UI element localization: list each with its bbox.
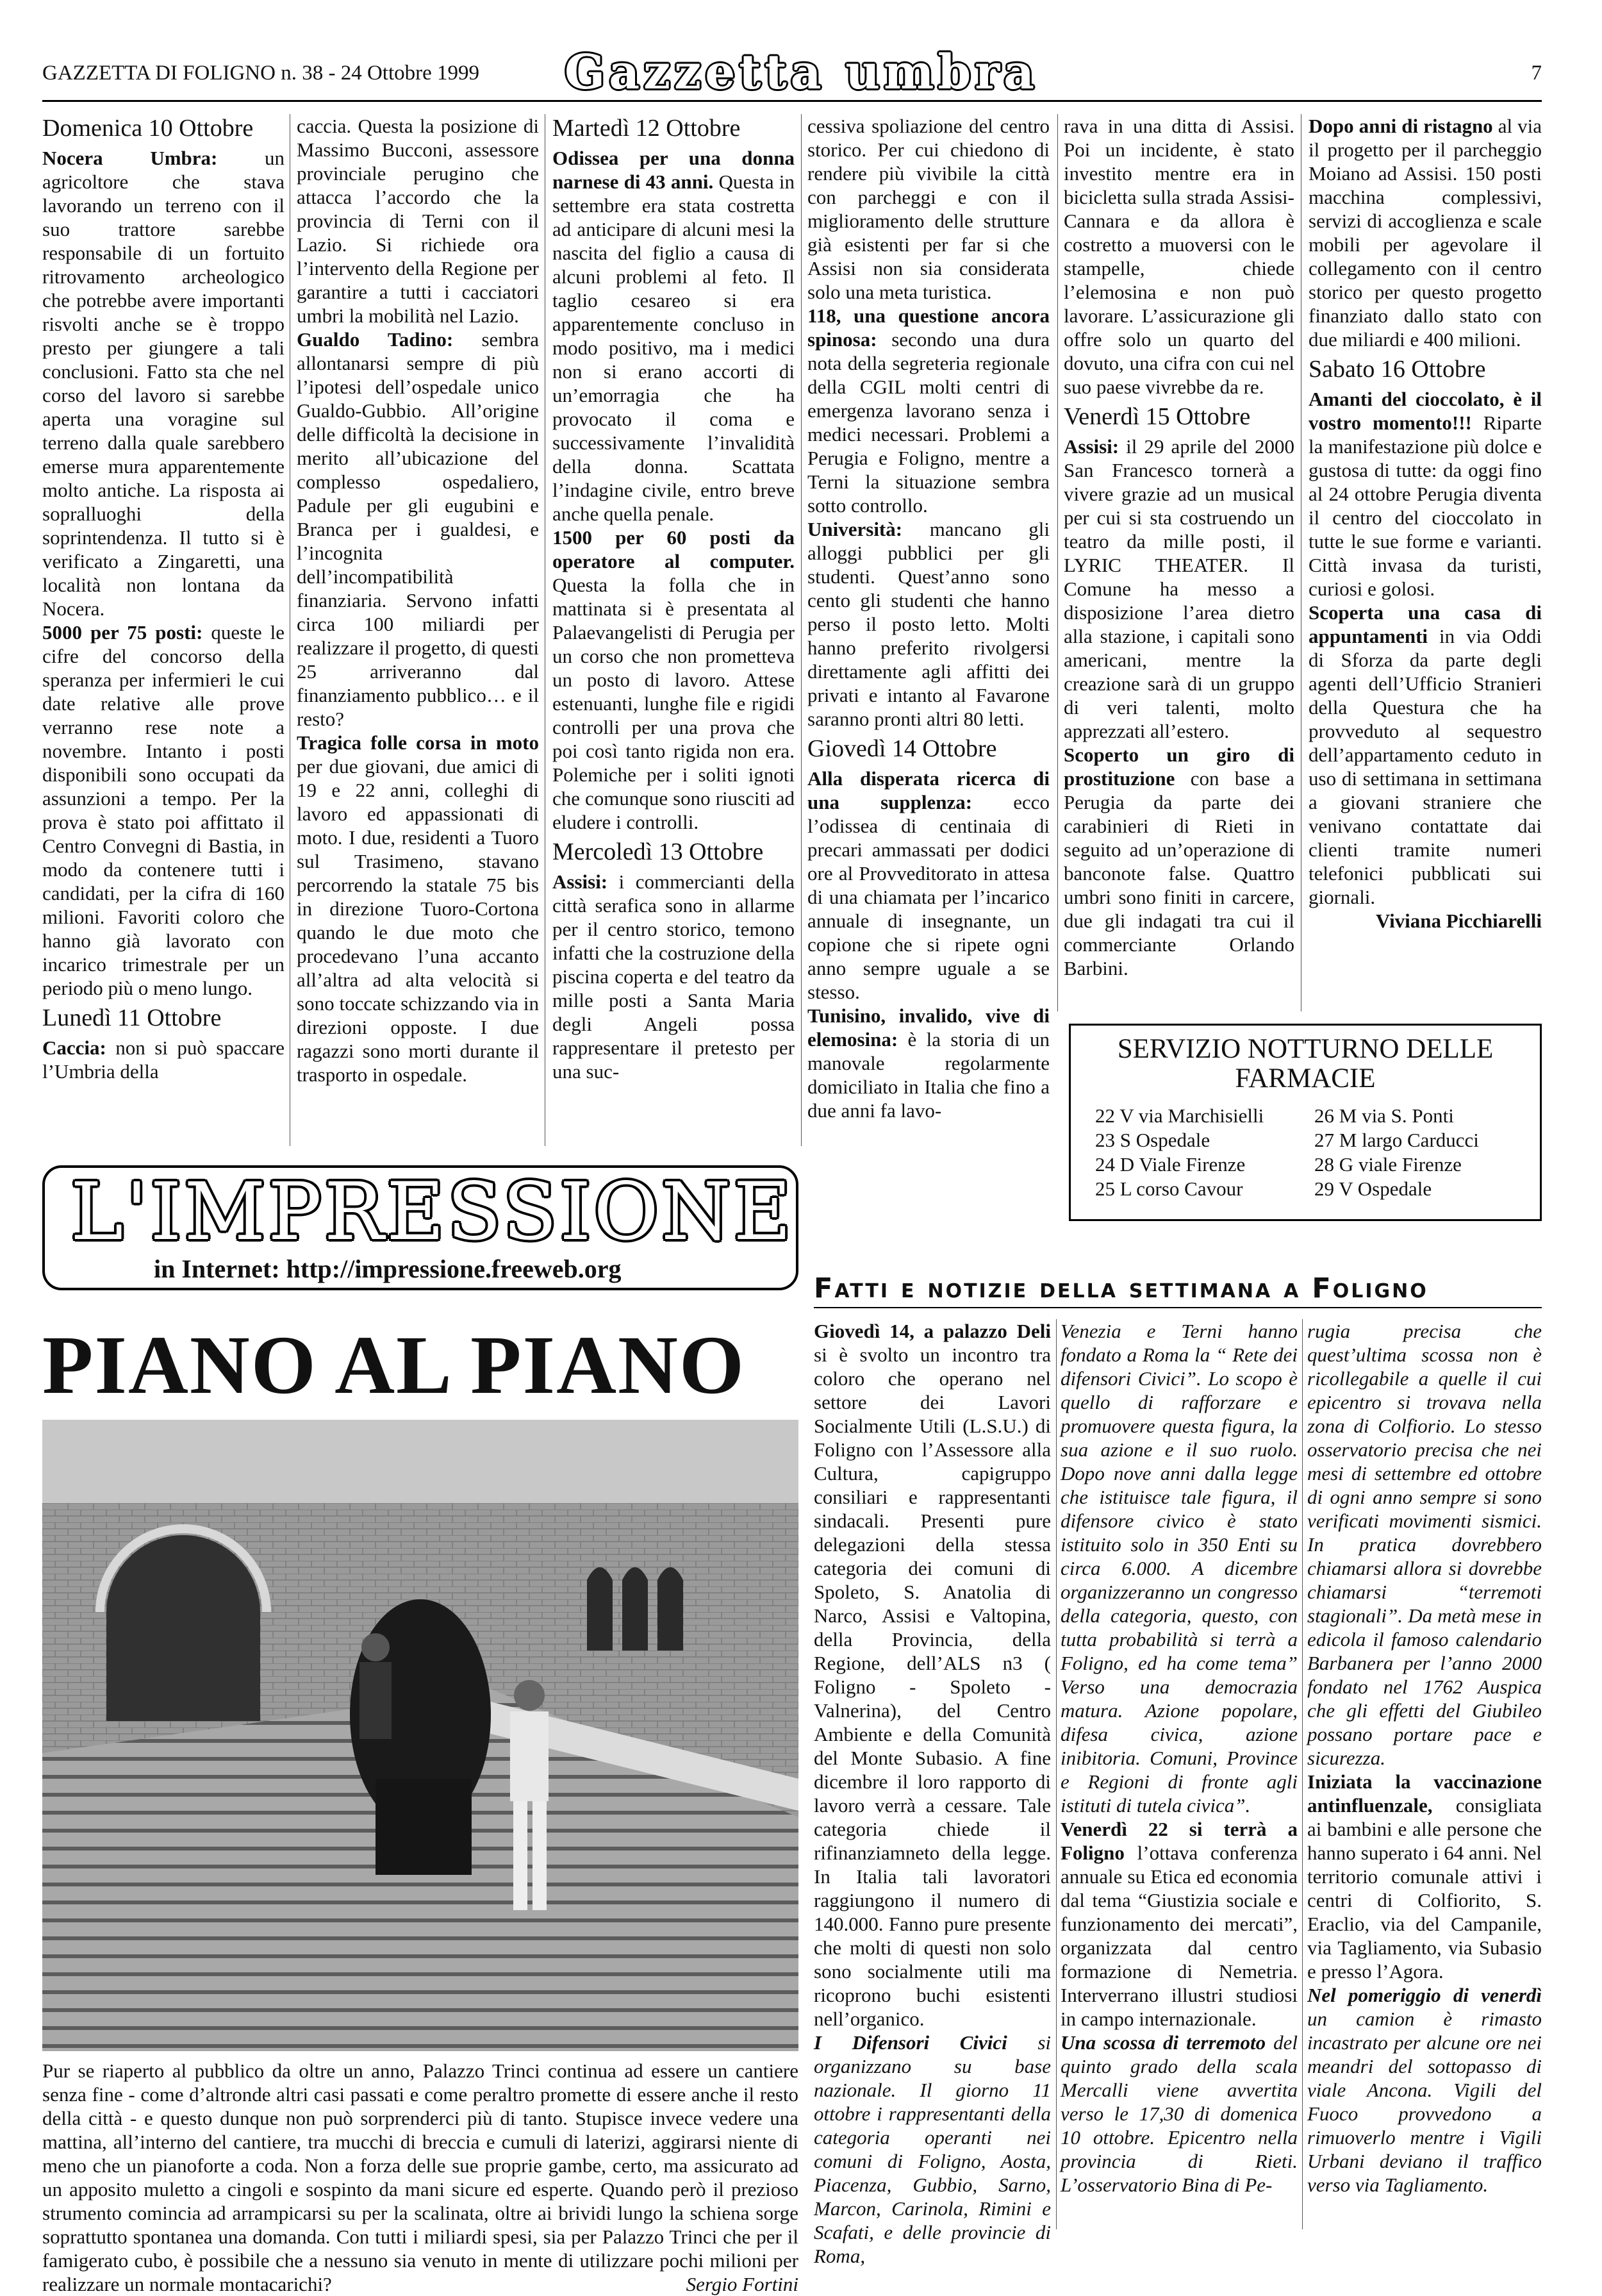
article-paragraph (552, 870, 795, 1083)
column-2 (297, 114, 539, 1086)
article-paragraph (807, 517, 1050, 731)
day-heading: Giovedì 14 Ottobre (807, 735, 997, 762)
column-5 (1064, 114, 1294, 980)
lead: Giovedì 14, a palazzo Deli (814, 1320, 1051, 1342)
article-paragraph (42, 1036, 285, 1083)
article-paragraph (42, 620, 285, 1000)
day-heading: Lunedì 11 Ottobre (42, 1004, 222, 1031)
article-paragraph (814, 2031, 1051, 2268)
lead: 5000 per 75 posti: (42, 621, 203, 644)
column-divider (801, 114, 802, 1146)
article-paragraph (1061, 1817, 1298, 2031)
day-heading: Domenica 10 Ottobre (42, 115, 254, 142)
lead: 1500 per 60 posti da operatore al computer. (552, 526, 795, 572)
day-heading: Martedì 12 Ottobre (552, 115, 741, 142)
lead: Tunisino, invalido, vive di elemosina: (807, 1004, 1050, 1051)
lead: Scoperta una casa di appuntamenti (1309, 601, 1542, 647)
article-paragraph (807, 304, 1050, 517)
body: il 29 aprile del 2000 San Francesco tornerà a vivere grazie ad un musical per cui si sta costruendo un teatro da mille posti, il LYRIC THEATER. Il Comune ha messo a disposizione l’area dietro alla stazione, i capitali sono americani, mentre la creazione sarà di un gruppo di veri talenti, molto apprezzati all’estero. (1064, 435, 1294, 742)
article-paragraph (1061, 2031, 1298, 2197)
fatti-column-2 (1061, 1319, 1298, 2197)
lead: Dopo anni di ristagno (1309, 115, 1493, 137)
body: consigliata ai bambini e alle persone che hanno superato i 64 anni. Nel territorio comunale attivi i centri di Colfiorito, S. Eraclio, via del Campanile, via Tagliamento, via Subasio e presso l’Agora. (1307, 1794, 1542, 1983)
pharmacy-entry: 25 L corso Cavour (1095, 1177, 1243, 1200)
day-heading: Sabato 16 Ottobre (1309, 356, 1486, 383)
column-6 (1309, 114, 1542, 933)
article-paragraph (1307, 1983, 1542, 2197)
article-paragraph (297, 731, 539, 1086)
article-paragraph (1064, 743, 1294, 980)
article-paragraph (297, 328, 539, 731)
impressione-url: in Internet: http://impressione.freeweb.org (154, 1254, 622, 1283)
lead: Nocera Umbra: (42, 147, 218, 169)
page-number: 7 (1531, 62, 1542, 85)
body: non si può spaccare l’Umbria della (42, 1036, 285, 1083)
lead: Scoperto un giro di prostituzione (1064, 744, 1294, 790)
day-heading: Mercoledì 13 Ottobre (552, 838, 764, 865)
lead: Università: (807, 518, 903, 540)
body: queste le cifre del concorso della speranza per infermieri le cui date relative alle prove verranno rese note a novembre. Intanto i posti disponibili sono occupati da assunzioni a tempo. Per la prova è stato poi affittato il Centro Convegni di Bastia, in modo da contenere tutti i candidati, per la cifra di 160 milioni. Favoriti coloro che hanno già lavorato con incarico trimestrale per un periodo più o meno lungo. (42, 621, 285, 999)
article-paragraph (814, 1319, 1051, 2031)
lead: Una scossa di terremoto (1061, 2031, 1266, 2054)
lead: Tragica folle corsa in moto (297, 731, 539, 754)
column-3 (552, 114, 795, 1083)
pharmacy-entry: 29 V Ospedale (1314, 1177, 1432, 1200)
header-rule (42, 100, 1542, 102)
article-paragraph (807, 1004, 1050, 1122)
article-paragraph (1064, 435, 1294, 743)
column-divider (1057, 114, 1058, 1011)
body: si è svolto un incontro tra coloro che operano nel settore dei Lavori Socialmente Utili (L.S.U.) di Foligno con l’Assessore alla Cultura, capigruppo consiliari e rappresentanti sindacali. Presenti pure delegazioni della stessa categoria dei comuni di Spoleto, S. Anatolia di Narco, Assisi e Valtopina, della Provincia, della Regione, dell’ALS n3 ( Foligno - Spoleto - Valnerina), del Centro Ambiente e della Comunità del Monte Subasio. A fine dicembre il loro rapporto di lavoro verrà a cessare. Tale categoria chiede il rifinanziamneto della legge. In Italia tali lavoratori raggiungono il numero di 140.000. Fanno pure presente che molti di questi non solo sono socialmente utili ma ricoprono buchi esistenti nell’organico. (814, 1343, 1051, 2030)
pharmacy-entry: 26 M via S. Ponti (1314, 1104, 1454, 1127)
article-paragraph: rugia precisa che quest’ultima scossa non è ricollegabile a quelle il cui epicentro si trovava nella zona di Colfiorio. Lo stesso osservatorio precisa che nei mesi di settembre ed ottobre di ogni anno sempre si sono verificati movimenti sismici. In pratica dovrebbero chiamarsi allora si dovrebbe chiamarsi “terremoti stagionali”. Da metà mese in edicola il famoso calendario Barbanera per l’anno 2000 fondato nel 1762 Auspica che gli effetti del Giubileo possano portare pace e sicurezza. (1307, 1320, 1542, 1769)
article-paragraph (552, 146, 795, 526)
impressione-banner (42, 1165, 798, 1290)
pharmacy-entry: 24 D Viale Firenze (1095, 1153, 1246, 1176)
section-heading: Fatti e notizie della settimana a Foligno (814, 1272, 1542, 1308)
article-paragraph (1309, 387, 1542, 601)
article-paragraph: cessiva spoliazione del centro storico. Per cui chiedono di rendere più vivibile la città con parcheggi e con il miglioramento delle strutture già esistenti per far si che Assisi non sia considerata solo una meta turistica. (807, 115, 1050, 303)
article-paragraph (552, 526, 795, 834)
photo-illustration (42, 1420, 798, 2051)
lead: Iniziata la vaccinazione antinfluenzale, (1307, 1770, 1542, 1817)
body: Riparte la manifestazione più dolce e gustosa di tutte: da oggi fino al 24 ottobre Perugia diventa il centro del cioccolato in tutte le sue forme e varianti. Città invasa da turisti, curiosi e golosi. (1309, 412, 1542, 600)
issue-line: GAZZETTA DI FOLIGNO n. 38 - 24 Ottobre 1999 (42, 62, 480, 85)
body: per due giovani, due amici di 19 e 22 anni, colleghi di lavoro ed appassionati di moto. I due, residenti a Tuoro sul Trasimeno, stavano percorrendo la statale 75 bis in direzione Tuoro-Cortona quando le due moto che procedevano l’una accanto all’altra ad alta velocità si sono toccate schizzando via in direzioni opposte. I due ragazzi sono morti durante il trasporto in ospedale. (297, 755, 539, 1086)
body: con base a Perugia da parte dei carabinieri di Rieti in seguito ad un’operazione di banconote false. Quattro umbri sono finiti in carcere, due gli indagati tra cui il commerciante Orlando Barbini. (1064, 767, 1294, 979)
body: un camion è rimasto incastrato per alcune ore nei meandri del sottopasso di viale Ancona. Vigili del Fuoco provvedono a rimuoverlo mentre i Vigili Urbani deviano il traffico verso via Tagliamento. (1307, 2008, 1542, 2196)
caption-author: Sergio Fortini (686, 2273, 798, 2295)
article-paragraph (42, 146, 285, 620)
lead: I Difensori Civici (814, 2031, 1007, 2054)
pharmacy-entry: 22 V via Marchisielli (1095, 1104, 1264, 1127)
caption-text: Pur se riaperto al pubblico da oltre un anno, Palazzo Trinci continua ad essere un cantiere senza fine - come d’altronde altri casi passati e come peraltro promette di essere anche il resto della città - e questo dunque non può sorprenderci più di tanto. Stupisce invece vedere una mattina, all’interno del cantiere, tra mucchi di breccia e cumuli di laterizi, aggirarsi niente di meno che un pianoforte a coda. Non a forza delle sue proprie gambe, certo, ma assicurato ad un apposito muletto a cingoli e sospinto da mani sicure ed esperte. Quando però il prezioso strumento comincia ad arrampicarsi su per la scalinata, oltre ai brividi lungo la schiena sorge soprattutto spontanea una domanda. Con tutti i miliardi spesi, sia per Palazzo Trinci che per il famigerato cubo, è possibile che a nessuno sia venuto in mente di utilizzare pochi milioni per realizzare un normale montacarichi? (42, 2059, 798, 2295)
lead: Gualdo Tadino: (297, 328, 454, 351)
article-paragraph (807, 767, 1050, 1004)
pharmacy-box (1069, 1024, 1542, 1221)
pharmacy-title: SERVIZIO NOTTURNO DELLE FARMACIE (1117, 1034, 1494, 1094)
lead: Caccia: (42, 1036, 106, 1059)
article-paragraph: caccia. Questa la posizione di Massimo Bucconi, assessore provinciale perugino che attacca l’accordo che la provincia di Terni con il Lazio. Si richiede ora l’intervento della Regione per garantire a tutti i cacciatori umbri la mobilità nel Lazio. (297, 115, 539, 327)
column-1 (42, 114, 285, 1083)
pharmacy-entry: 28 G viale Firenze (1314, 1153, 1462, 1176)
body: si organizzano su base nazionale. Il giorno 11 ottobre i rappresentanti della categoria operanti nei comuni di Foligno, Aosta, Piacenza, Gubbio, Sarno, Marcon, Carinola, Rimini e Scafati, e delle provincie di Roma, (814, 2031, 1051, 2267)
lead: Assisi: (552, 870, 608, 893)
pharmacy-entry: 23 S Ospedale (1095, 1129, 1210, 1151)
photo-caption (42, 2059, 798, 2296)
body: Questa la folla che in mattinata si è presentata al Palaevangelisti di Perugia per un corso che non prometteva un posto di lavoro. Attese estenuanti, lunghe file e rigidi controlli per una prova che poi così tanto rigida non era. Polemiche per i soliti ignoti che comunque sono riusciti ad eludere i controlli. (552, 574, 795, 833)
article-paragraph: Venezia e Terni hanno fondato a Roma la “ Rete dei difensori Civici”. Lo scopo è quello di rafforzare e promuovere questa figura, la sua azione e il suo ruolo. Dopo nove anni dalla legge che istituisce tale figura, il difensore civico è stato istituito solo in 350 Enti su circa 6.000. A dicembre organizzeranno un congresso della categoria, questo, con tutta probabilità si terrà a Foligno, ed ha come tema” Verso una democrazia matura. Azione popolare, difesa civica, azione inibitoria. Comuni, Province e Regioni di fronte agli istituti di tutela civica”. (1061, 1320, 1298, 1817)
lead: Venerdì 22 si terrà a Foligno (1061, 1818, 1298, 1864)
body: mancano gli alloggi pubblici per gli studenti. Quest’anno sono cento gli studenti che hanno perso il posto letto. Molti hanno preferito rivolgersi direttamente agli affitti dei privati e intanto al Favarone saranno pronti altri 80 letti. (807, 518, 1050, 730)
article-paragraph (1309, 114, 1542, 351)
lead: Nel pomeriggio di venerdì (1307, 1984, 1542, 2006)
body: secondo una dura nota della segreteria regionale della CGIL molti centri di emergenza lavorano senza i medici necessari. Problemi a Perugia e Foligno, mentre a Terni la situazione sembra sotto controllo. (807, 328, 1050, 517)
column-4 (807, 114, 1050, 1122)
fatti-column-1 (814, 1319, 1051, 2268)
impressione-logo: L'IMPRESSIONE (70, 1166, 795, 1258)
lead: Amanti del cioccolato, è il vostro momento!!! (1309, 388, 1542, 434)
feature-headline: PIANO AL PIANO (42, 1319, 746, 1411)
pharmacy-list (1071, 1094, 1540, 1201)
body: un agricoltore che stava lavorando un terreno con il suo trattore sarebbe responsabile di un fortuito ritrovamento archeologico che potrebbe avere importanti risvolti anche se è troppo presto per giungere a tali conclusioni. Fatto sta che nel corso del lavoro si sarebbe aperta una voragine sul terreno dalla quale sarebbero emerse mura apparentemente molto antiche. La risposta ai sopralluoghi della soprintendenza. Il tutto si è verificato a Zingaretti, una località non lontana da Nocera. (42, 147, 285, 620)
article-paragraph (1309, 601, 1542, 909)
lead: Alla disperata ricerca di una supplenza: (807, 767, 1050, 813)
page-header (42, 45, 1542, 104)
body: in via Oddi di Sforza da parte degli agenti dell’Ufficio Stranieri della Questura che ha provveduto al sequestro dell’appartamento ceduto in uso di settimana in settimana a giovani straniere che venivano contattate dai clienti tramite numeri telefonici pubblicati sui giornali. (1309, 625, 1542, 908)
author-signature: Viviana Picchiarelli (1375, 910, 1542, 932)
pharmacy-entry: 27 M largo Carducci (1314, 1129, 1479, 1151)
body: al via il progetto per il parcheggio Moiano ad Assisi. 150 posti macchina complessivi, servizi di accoglienza e scale mobili per agevolare il collegamento con il centro storico per questo progetto finanziato dallo stato con due miliardi e 400 milioni. (1309, 115, 1542, 351)
lead: 118, una questione ancora spinosa: (807, 304, 1050, 351)
lead: Assisi: (1064, 435, 1119, 458)
body: è la storia di un manovale regolarmente domiciliato in Italia che fino a due anni fa lavo- (807, 1028, 1050, 1122)
masthead: Gazzetta umbra (565, 45, 1039, 100)
body: Questa in settembre era stata costretta ad anticipare di alcuni mesi la nascita del figlio a causa di alcuni problemi al feto. Il taglio cesareo si era apparentemente concluso in modo positivo, ma i medici non si erano accorti di un’emorragia che ha provocato il coma e successivamente l’invalidità della donna. Scattata l’indagine civile, entro breve anche quella penale. (552, 171, 795, 525)
body: sembra allontanarsi sempre di più l’ipotesi dell’ospedale unico Gualdo-Gubbio. All’origine delle difficoltà la decisione in merito all’ubicazione del complesso ospedaliero, Padule per gli eugubini e Branca per i gualdesi, e l’incognita dell’incompatibilità finanziaria. Servono infatti circa 100 miliardi per realizzare il progetto, di questi 25 arriveranno dal finanziamento pubblico… e il resto? (297, 328, 539, 730)
column-divider (1302, 1319, 1303, 2229)
fatti-column-3 (1307, 1319, 1542, 2197)
body: i commercianti della città serafica sono in allarme per il centro storico, temono infatti che la costruzione della piscina coperta e del teatro da mille posti a Santa Maria degli Angeli possa rappresentare il pretesto per una suc- (552, 870, 795, 1083)
lead: Odissea per una donna narnese di 43 anni. (552, 147, 795, 193)
feature-photo (42, 1420, 798, 2051)
body: ecco l’odissea di centinaia di precari ammassati per dodici ore al Provveditorato in attesa di una chiamata per l’incarico annuale di insegnante, un copione che si ripete ogni anno sempre uguale a se stesso. (807, 791, 1050, 1003)
body: l’ottava conferenza annuale su Etica ed economia dal tema “Giustizia sociale e funzionamento dei mercati”, organizzata dal centro formazione di Nemetria. Interverrano illustri studiosi in campo internazionale. (1061, 1842, 1298, 2030)
article-paragraph: rava in una ditta di Assisi. Poi un incidente, è stato investito mentre era in bicicletta sulla strada Assisi-Cannara e da allora è costretto a muoversi con le stampelle, chiede l’elemosina e non può lavorare. L’assicurazione gli offre solo un quarto del dovuto, una cifra con cui nel suo paese vivrebbe da re. (1064, 115, 1294, 398)
article-paragraph (1307, 1770, 1542, 1983)
column-divider (1056, 1319, 1057, 2229)
day-heading: Venerdì 15 Ottobre (1064, 403, 1251, 430)
body: del quinto grado della scala Mercalli viene avvertita verso le 17,30 di domenica 10 ottobre. Epicentro nella provincia di Rieti. L’osservatorio Bina di Pe- (1061, 2031, 1298, 2196)
